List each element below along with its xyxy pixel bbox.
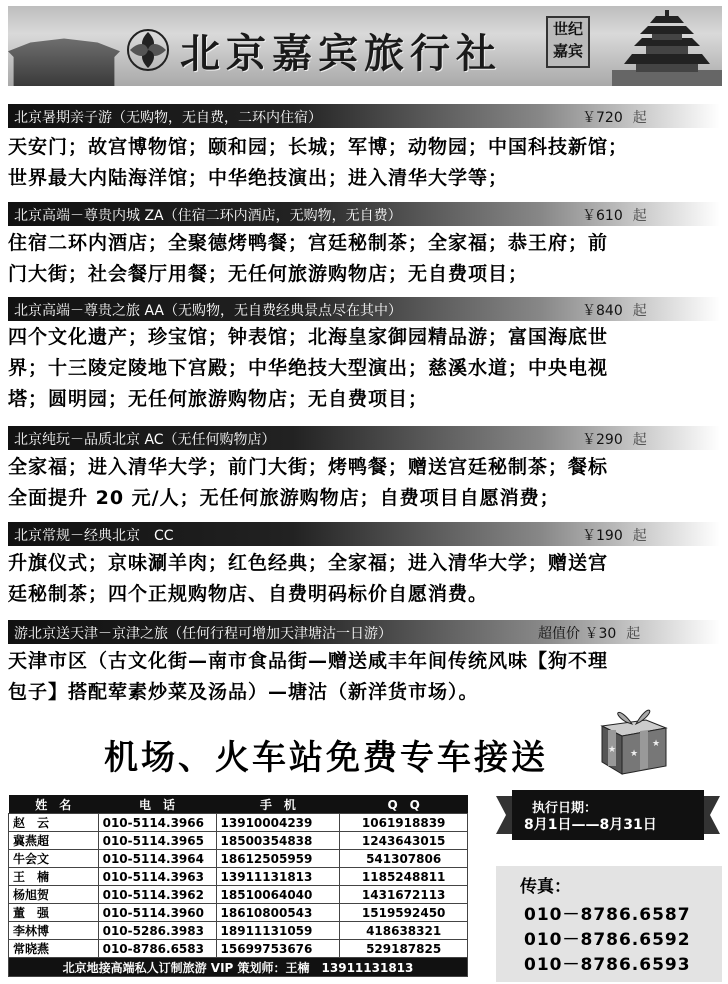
tour-header-1 <box>8 104 720 128</box>
fax-number: 010－8786.6587 <box>524 905 691 925</box>
schedule-label: 执行日期： <box>532 801 598 816</box>
table-row: 董 强 010-5114.3960 18610800543 1519592450 <box>9 904 468 922</box>
tour-title: 北京高端－尊贵内城 ZA（住宿二环内酒店，无购物，无自费） <box>14 208 402 224</box>
contact-table-header <box>9 795 468 814</box>
col-phone: 电 话 <box>98 795 216 814</box>
tour-description-4: 全家福；进入清华大学；前门大街；烤鸭餐；赠送宫廷秘制茶；餐标 全面提升 20 元/人；无任何旅游购物店；自费项目自愿消费； <box>8 456 609 509</box>
svg-text:★: ★ <box>630 749 639 759</box>
tour-price: ￥720 起 <box>582 110 647 126</box>
free-transfer-slogan: 机场、火车站免费专车接送 <box>104 738 548 778</box>
tour-price: ￥190 起 <box>582 528 647 544</box>
tour-title: 北京常规－经典北京 CC <box>14 528 174 544</box>
seal-line-2: 嘉宾 <box>552 42 583 60</box>
table-row: 牛会文 010-5114.3964 18612505959 541307806 <box>9 850 468 868</box>
col-qq: Q Q <box>340 795 468 814</box>
tour-price: ￥290 起 <box>582 432 647 448</box>
tour-header-6 <box>8 620 720 644</box>
tour-title: 北京高端－尊贵之旅 AA（无购物，无自费经典景点尽在其中） <box>14 303 402 319</box>
gift-box-icon <box>596 696 672 776</box>
tour-description-1: 天安门；故宫博物馆；颐和园；长城；军博；动物园；中国科技新馆； 世界最大内陆海洋馆；中华绝技演出；进入清华大学等； <box>8 136 629 189</box>
fax-number: 010－8786.6592 <box>524 930 691 950</box>
tour-price: 超值价 ￥30 起 <box>538 626 641 642</box>
tour-header-4 <box>8 426 720 450</box>
vip-planner-text: 北京地接高端私人订制旅游 VIP 策划师：王楠 13911131813 <box>9 958 468 977</box>
tour-description-5: 升旗仪式；京味涮羊肉；红色经典；全家福；进入清华大学；赠送宫 廷秘制茶；四个正规购物店、自费明码标价自愿消费。 <box>8 552 609 605</box>
fax-label: 传真： <box>520 877 571 897</box>
fax-number: 010－8786.6593 <box>524 955 691 975</box>
tour-title: 游北京送天津－京津之旅（任何行程可增加天津塘沽一日游） <box>14 626 392 642</box>
contact-table <box>8 795 468 977</box>
table-row: 赵 云 010-5114.3966 13910004239 1061918839 <box>9 814 468 832</box>
table-row: 杨旭贺 010-5114.3962 18510064040 1431672113 <box>9 886 468 904</box>
temple-of-heaven-image <box>612 10 722 86</box>
svg-text:★: ★ <box>608 745 617 755</box>
tour-header-3 <box>8 297 720 321</box>
tour-price: ￥610 起 <box>582 208 647 224</box>
tour-title: 北京纯玩－品质北京 AC（无任何购物店） <box>14 432 276 448</box>
seal-line-1: 世纪 <box>552 20 583 38</box>
table-row: 常晓燕 010-8786.6583 15699753676 529187825 <box>9 940 468 958</box>
tour-header-5 <box>8 522 720 546</box>
col-mobile: 手 机 <box>216 795 340 814</box>
table-row: 王 楠 010-5114.3963 13911131813 1185248811 <box>9 868 468 886</box>
company-logo-icon <box>126 28 170 72</box>
tour-description-3: 四个文化遗产；珍宝馆；钟表馆；北海皇家御园精品游；富国海底世 界；十三陵定陵地下宫殿；中华绝技大型演出；慈溪水道；中央电视 塔；圆明园；无任何旅游购物店；无自费项目； <box>8 326 609 410</box>
tour-header-2 <box>8 202 720 226</box>
tour-price: ￥840 起 <box>582 303 647 319</box>
palace-image <box>8 28 120 86</box>
tour-title: 北京暑期亲子游（无购物，无自费，二环内住宿） <box>14 110 322 126</box>
tour-description-6: 天津市区（古文化街—南市食品街—赠送咸丰年间传统风味【狗不理 包子】搭配荤素炒菜及汤品）—塘沽（新洋货市场）。 <box>8 650 609 703</box>
header-banner <box>8 6 722 86</box>
vip-planner-row <box>9 958 468 977</box>
tour-description-2: 住宿二环内酒店；全聚德烤鸭餐；宫廷秘制茶；全家福；恭王府；前 门大街；社会餐厅用餐；无任何旅游购物店；无自费项目； <box>8 232 609 285</box>
seal-stamp <box>546 16 590 68</box>
col-name: 姓 名 <box>9 795 99 814</box>
company-name: 北京嘉宾旅行社 <box>180 31 502 77</box>
table-row: 李林博 010-5286.3983 18911131059 418638321 <box>9 922 468 940</box>
schedule-dates: 8月1日——8月31日 <box>524 817 657 833</box>
table-row: 冀燕超 010-5114.3965 18500354838 1243643015 <box>9 832 468 850</box>
svg-text:★: ★ <box>652 739 661 749</box>
